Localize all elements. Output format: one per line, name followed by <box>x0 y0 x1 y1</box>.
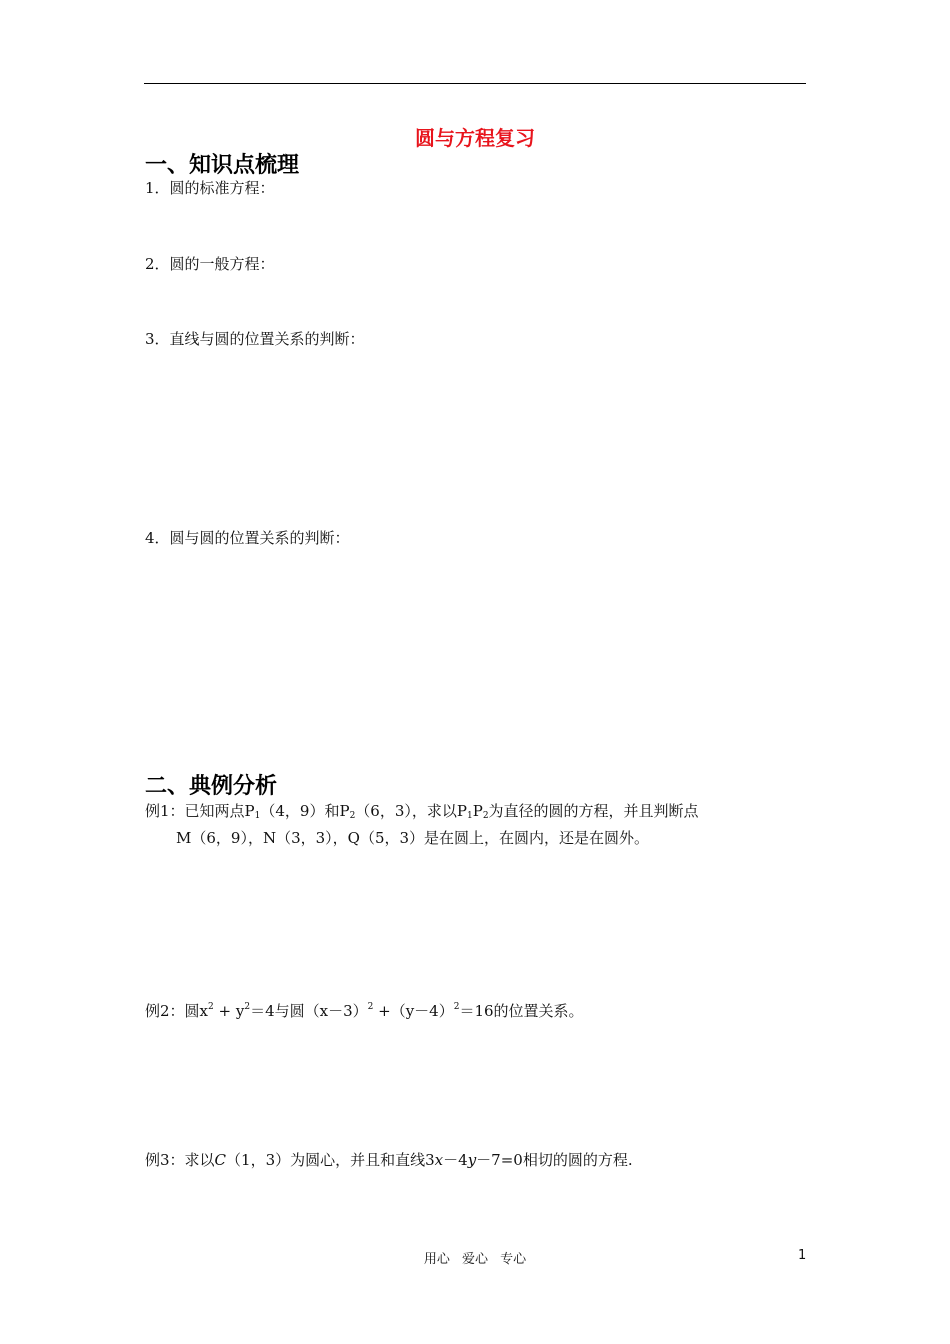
item-standard-equation: 1．圆的标准方程： <box>145 179 275 197</box>
item-line-circle-relation: 3．直线与圆的位置关系的判断： <box>145 330 365 348</box>
item-circle-circle-relation: 4．圆与圆的位置关系的判断： <box>145 529 350 547</box>
example-1-line-1: 例1：已知两点$P_1(4$，9）和$P_2(6$，3），求以$P_1P_2$为直径的圆的方程，并且判断点 <box>145 802 699 821</box>
example-1-line-2: M（6，9），N（3，3），Q（5，3）是在圆上，在圆内，还是在圆外。 <box>176 829 650 847</box>
page-footer <box>0 1248 950 1267</box>
page-number: 1 <box>798 1248 807 1263</box>
footer-text-1: 用心 <box>423 1252 450 1267</box>
header-rule <box>144 83 806 84</box>
example-2: 例2：圆$x^2 + y^2=4$与圆$(x-3)^2 +(y-4)^2=16$的位置关系。 <box>145 1002 584 1020</box>
example-3: 例3：求以C（1，3）为圆心，并且和直线3x－4y－7=0相切的圆的方程. <box>145 1151 633 1169</box>
document-title: 圆与方程复习 <box>415 126 535 150</box>
section-heading-examples: 二、典例分析 <box>145 774 278 799</box>
footer-text-2: 爱心 <box>461 1252 488 1267</box>
item-general-equation: 2．圆的一般方程： <box>145 255 275 273</box>
footer-text-3: 专心 <box>500 1252 527 1267</box>
section-heading-knowledge: 一、知识点梳理 <box>145 153 300 178</box>
